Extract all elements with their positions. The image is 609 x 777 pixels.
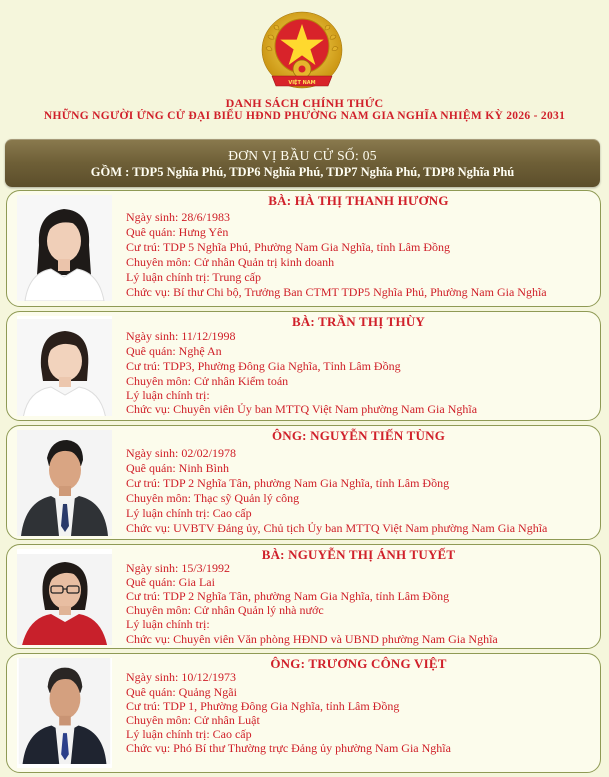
candidate-profession: Chuyên môn: Cử nhân Quản trị kinh doanh [126,255,335,269]
candidate-hometown: Quê quán: Gia Lai [126,575,215,589]
candidate-card [6,653,601,773]
candidate-photo [17,549,112,645]
candidate-birth: Ngày sinh: 10/12/1973 [126,670,236,684]
candidate-residence: Cư trú: TDP 5 Nghĩa Phú, Phường Nam Gia Nghĩa, tỉnh Lâm Đồng [126,240,451,254]
female-portrait-icon [17,195,112,301]
candidate-hometown: Quê quán: Nghệ An [126,344,222,358]
candidate-position: Chức vụ: Bí thư Chi bộ, Trưởng Ban CTMT TDP5 Nghĩa Phú, Phường Nam Gia Nghĩa [126,285,547,299]
candidate-profession: Chuyên môn: Cử nhân Quản lý nhà nước [126,603,324,617]
svg-text:VIỆT NAM: VIỆT NAM [288,80,316,86]
male-portrait-icon [17,430,112,536]
page-title: DANH SÁCH CHÍNH THỨC [225,96,384,110]
candidate-card [6,425,601,540]
national-emblem-icon [258,8,346,96]
candidate-residence: Cư trú: TDP3, Phường Đông Gia Nghĩa, Tỉnh Lâm Đồng [126,359,401,373]
candidate-position: Chức vụ: Chuyên viên Văn phòng HĐND và UBND phường Nam Gia Nghĩa [126,632,498,646]
candidate-hometown: Quê quán: Quảng Ngãi [126,685,237,699]
candidate-photo [17,316,112,416]
candidate-residence: Cư trú: TDP 2 Nghĩa Tân, phường Nam Gia Nghĩa, tỉnh Lâm Đồng [126,476,450,490]
candidate-politics: Lý luận chính trị: [126,617,210,631]
candidate-card [6,544,601,649]
candidate-photo [17,195,112,301]
candidate-politics: Lý luận chính trị: Trung cấp [126,270,261,284]
candidate-birth: Ngày sinh: 11/12/1998 [126,329,236,343]
candidate-name: ÔNG: NGUYỄN TIẾN TÙNG [271,428,446,443]
candidate-residence: Cư trú: TDP 1, Phường Đông Gia Nghĩa, tỉnh Lâm Đồng [126,699,400,713]
candidate-hometown: Quê quán: Ninh Bình [126,461,229,475]
female-portrait-icon [17,316,112,416]
candidate-position: Chức vụ: Phó Bí thư Thường trực Đảng ủy phường Nam Gia Nghĩa [126,741,451,755]
candidate-card [6,190,601,307]
candidate-birth: Ngày sinh: 15/3/1992 [126,561,230,575]
candidate-politics: Lý luận chính trị: Cao cấp [126,727,252,741]
electoral-unit-title: ĐƠN VỊ BẦU CỬ SỐ: 05 [228,148,377,163]
candidate-residence: Cư trú: TDP 2 Nghĩa Tân, phường Nam Gia Nghĩa, tỉnh Lâm Đồng [126,589,450,603]
electoral-unit-banner [5,139,600,187]
candidate-politics: Lý luận chính trị: [126,388,210,402]
candidate-profession: Chuyên môn: Cử nhân Luật [126,713,260,727]
candidate-politics: Lý luận chính trị: Cao cấp [126,506,252,520]
candidate-profession: Chuyên môn: Cử nhân Kiểm toán [126,374,289,388]
male-portrait-icon [17,658,112,764]
candidate-name: BÀ: HÀ THỊ THANH HƯƠNG [268,193,449,208]
candidate-position: Chức vụ: UVBTV Đảng ủy, Chủ tịch Ủy ban MTTQ Việt Nam phường Nam Gia Nghĩa [126,521,548,535]
candidate-photo [17,430,112,536]
candidate-photo [17,658,112,768]
candidate-birth: Ngày sinh: 28/6/1983 [126,210,230,224]
candidate-birth: Ngày sinh: 02/02/1978 [126,446,236,460]
candidate-name: ÔNG: TRƯƠNG CÔNG VIỆT [270,656,447,671]
candidate-position: Chức vụ: Chuyên viên Ủy ban MTTQ Việt Nam phường Nam Gia Nghĩa [126,402,478,416]
electoral-unit-includes: GỒM : TDP5 Nghĩa Phú, TDP6 Nghĩa Phú, TDP7 Nghĩa Phú, TDP8 Nghĩa Phú [90,165,515,179]
candidate-name: BÀ: NGUYỄN THỊ ÁNH TUYẾT [261,547,456,562]
candidate-name: BÀ: TRẦN THỊ THÙY [291,314,426,329]
candidate-hometown: Quê quán: Hưng Yên [126,225,229,239]
page-subtitle: NHỮNG NGƯỜI ỨNG CỬ ĐẠI BIỂU HĐND PHƯỜNG NAM GIA NGHĨA NHIỆM KỲ 2026 - 2031 [43,110,566,122]
candidate-card [6,311,601,421]
candidate-profession: Chuyên môn: Thạc sỹ Quản lý công [126,491,300,505]
female-portrait-icon [17,549,112,645]
